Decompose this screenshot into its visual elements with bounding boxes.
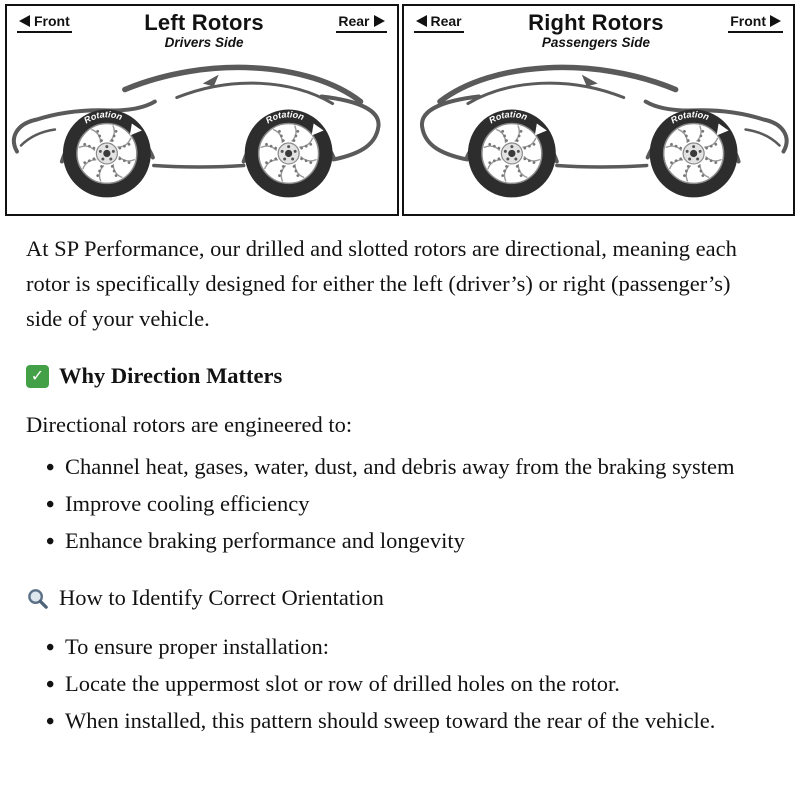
bullet-item: • Locate the uppermost slot or row of drilled holes on the rotor. bbox=[46, 667, 764, 702]
direction-label: Front bbox=[730, 13, 766, 29]
panel-title: Left Rotors bbox=[144, 10, 264, 35]
right-car-illustration bbox=[404, 52, 794, 210]
arrow-right-icon bbox=[770, 15, 781, 27]
section-heading-label: Why Direction Matters bbox=[59, 362, 283, 388]
rear-wheel-rotor bbox=[245, 109, 333, 197]
arrow-left-icon bbox=[416, 15, 427, 27]
front-wheel-rotor bbox=[649, 109, 737, 197]
front-wheel-rotor bbox=[63, 109, 151, 197]
panel-title: Right Rotors bbox=[528, 10, 664, 35]
article-body bbox=[0, 216, 790, 739]
arrow-left-icon bbox=[19, 15, 30, 27]
direction-label: Front bbox=[34, 13, 70, 29]
front-direction-indicator bbox=[728, 13, 783, 33]
section-heading-identify-orientation bbox=[26, 581, 764, 616]
front-direction-indicator bbox=[17, 13, 72, 33]
right-panel-titles bbox=[528, 10, 664, 50]
panel-subtitle: Drivers Side bbox=[164, 35, 244, 50]
right-rotors-panel bbox=[402, 4, 796, 216]
direction-label: Rear bbox=[338, 13, 370, 29]
left-panel-header bbox=[7, 6, 397, 50]
right-panel-header bbox=[404, 6, 794, 50]
intro-paragraph: At SP Performance, our drilled and slotted rotors are directional, meaning each rotor is specifically designed for either the left (driver’s) or right (passenger’s) side of your vehicle. bbox=[26, 236, 737, 331]
rear-direction-indicator bbox=[336, 13, 386, 33]
rear-direction-indicator bbox=[414, 13, 464, 33]
left-rotors-panel bbox=[5, 4, 399, 216]
section-lead: Directional rotors are engineered to: bbox=[26, 411, 353, 437]
left-panel-titles bbox=[144, 10, 264, 50]
bullet-item: • Channel heat, gases, water, dust, and debris away from the braking system bbox=[46, 450, 764, 485]
orientation-bullet-list bbox=[26, 630, 764, 739]
direction-label: Rear bbox=[430, 13, 462, 29]
rotor-direction-diagram bbox=[0, 0, 800, 216]
why-direction-bullet-list bbox=[26, 450, 764, 559]
magnifier-icon bbox=[26, 587, 49, 610]
green-check-icon bbox=[26, 365, 49, 388]
arrow-right-icon bbox=[374, 15, 385, 27]
bullet-item: • To ensure proper installation: bbox=[46, 630, 764, 665]
bullet-item: • Enhance braking performance and longevity bbox=[46, 524, 764, 559]
section-heading-label: How to Identify Correct Orientation bbox=[59, 585, 384, 610]
bullet-item: • Improve cooling efficiency bbox=[46, 487, 764, 522]
bullet-item: • When installed, this pattern should sweep toward the rear of the vehicle. bbox=[46, 704, 764, 739]
section-heading-why-direction-matters bbox=[26, 359, 764, 394]
rear-wheel-rotor bbox=[467, 109, 555, 197]
left-car-illustration bbox=[7, 52, 397, 210]
panel-subtitle: Passengers Side bbox=[541, 35, 650, 50]
